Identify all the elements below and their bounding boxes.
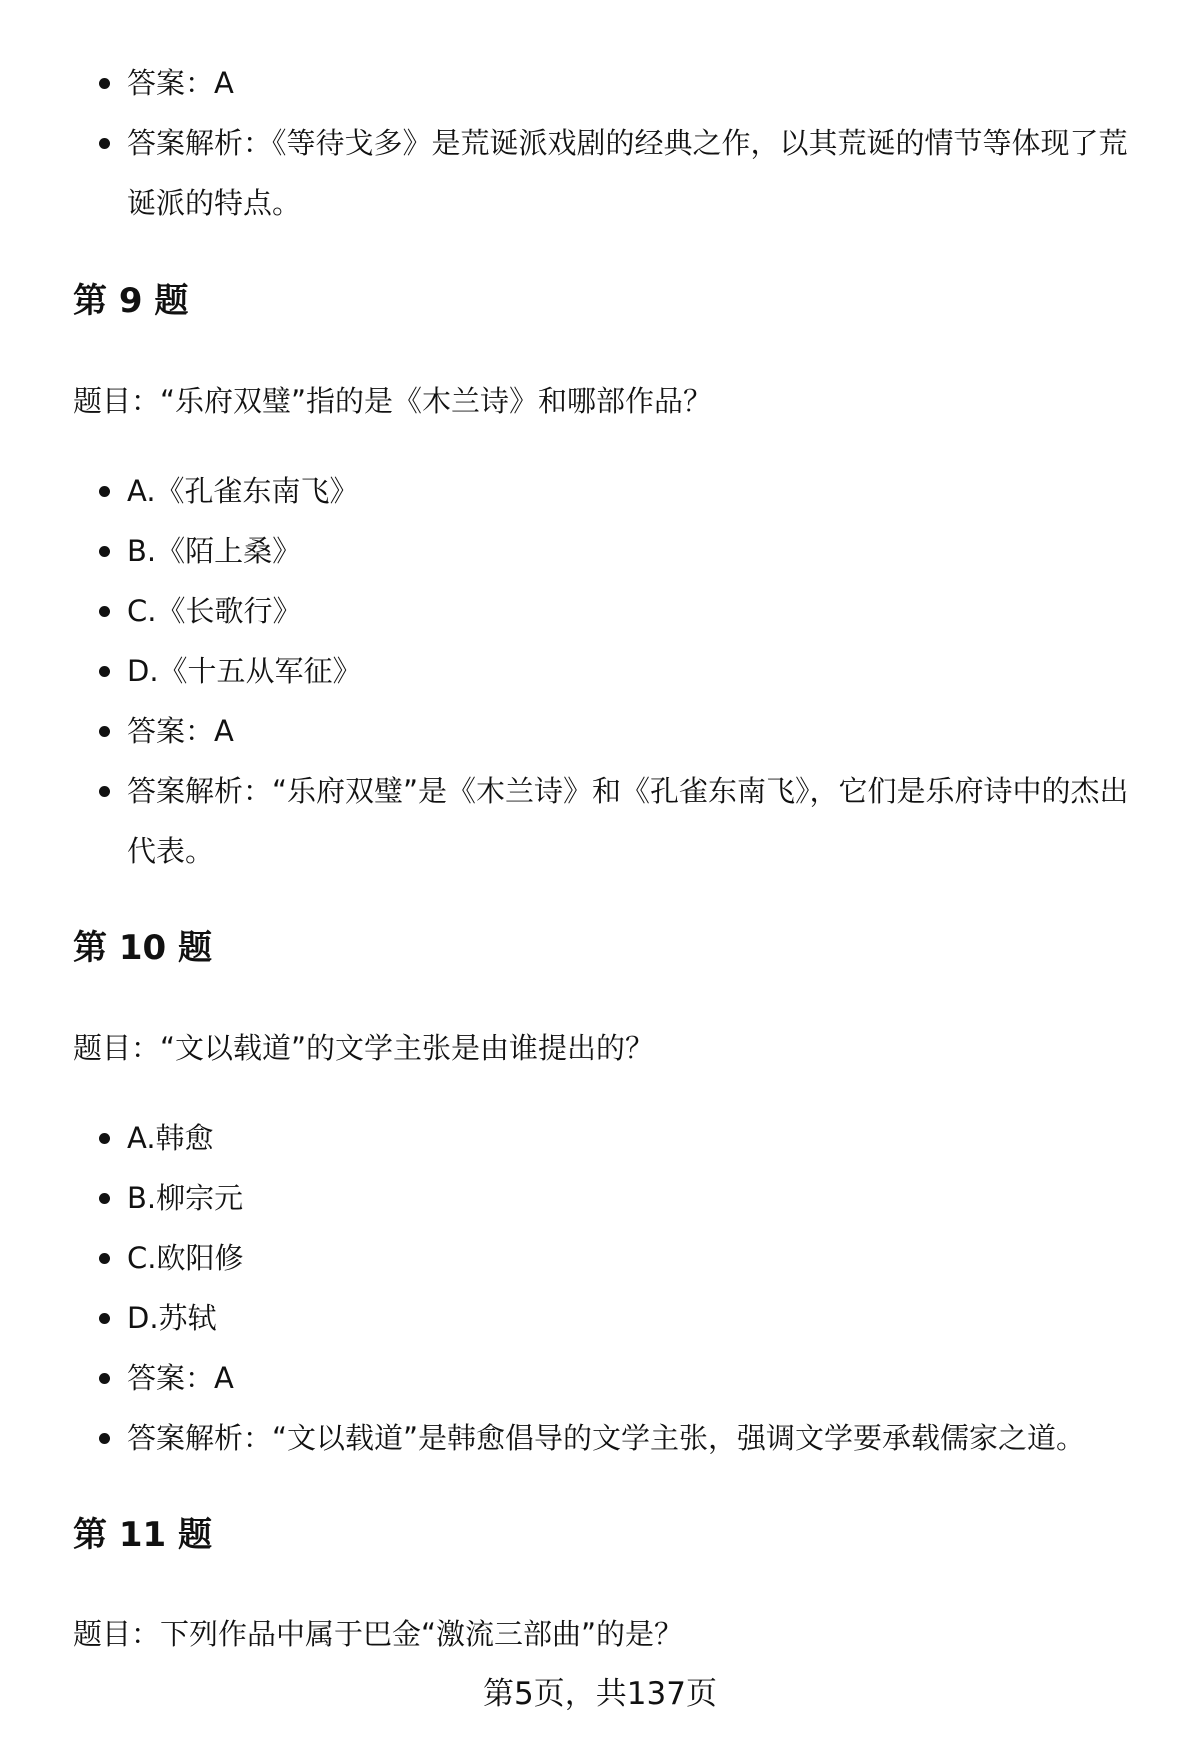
q8-tail-list bbox=[0, 53, 1143, 233]
q10-options-list bbox=[0, 1108, 1143, 1468]
q9-option-b: B.《陌上桑》 bbox=[73, 521, 1143, 581]
q9-title: 第 9 题 bbox=[73, 281, 189, 321]
q10-question: 题目：“文以载道”的文学主张是由谁提出的？ bbox=[73, 1031, 655, 1065]
q10-option-d: D.苏轼 bbox=[73, 1288, 1143, 1348]
q10-option-a: A.韩愈 bbox=[73, 1108, 1143, 1168]
q8-answer: 答案：A bbox=[73, 53, 1143, 113]
q11-question: 题目：下列作品中属于巴金“激流三部曲”的是？ bbox=[73, 1617, 684, 1651]
q10-title: 第 10 题 bbox=[73, 928, 212, 968]
q10-answer: 答案：A bbox=[73, 1348, 1143, 1408]
q8-analysis: 答案解析：《等待戈多》是荒诞派戏剧的经典之作，以其荒诞的情节等体现了荒诞派的特点。 bbox=[73, 113, 1143, 233]
q10-analysis: 答案解析：“文以载道”是韩愈倡导的文学主张，强调文学要承载儒家之道。 bbox=[73, 1408, 1143, 1468]
q9-option-d: D.《十五从军征》 bbox=[73, 641, 1143, 701]
q9-question: 题目：“乐府双璧”指的是《木兰诗》和哪部作品？ bbox=[73, 384, 713, 418]
q10-option-b: B.柳宗元 bbox=[73, 1168, 1143, 1228]
q9-option-c: C.《长歌行》 bbox=[73, 581, 1143, 641]
q9-analysis: 答案解析：“乐府双璧”是《木兰诗》和《孔雀东南飞》，它们是乐府诗中的杰出代表。 bbox=[73, 761, 1143, 881]
q10-option-c: C.欧阳修 bbox=[73, 1228, 1143, 1288]
q9-answer: 答案：A bbox=[73, 701, 1143, 761]
q11-title: 第 11 题 bbox=[73, 1515, 212, 1555]
q9-options-list bbox=[0, 461, 1143, 881]
q9-option-a: A.《孔雀东南飞》 bbox=[73, 461, 1143, 521]
page-footer: 第5页，共137页 bbox=[483, 1676, 717, 1712]
